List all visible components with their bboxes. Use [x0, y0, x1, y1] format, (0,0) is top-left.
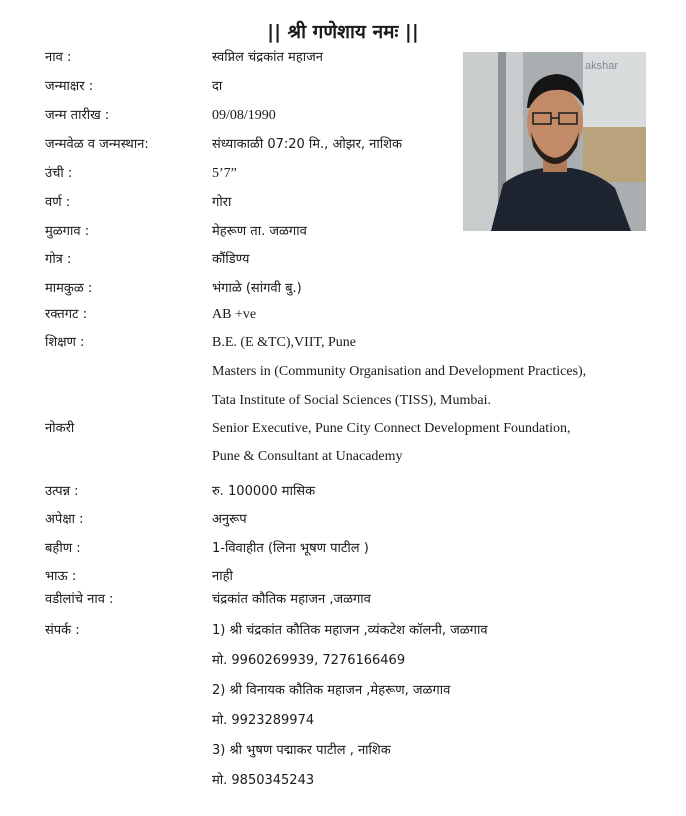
contact-line: 3) श्री भुषण पद्माकर पाटील , नाशिक	[212, 743, 391, 758]
photo-background-text: akshar	[585, 60, 619, 72]
label-blood-group: रक्तगट :	[45, 307, 88, 322]
label-height: उंची :	[45, 166, 73, 181]
value-janmakshar: दा	[212, 79, 223, 94]
label-job: नोकरी	[45, 421, 75, 436]
profile-photo	[463, 52, 646, 231]
contact-line: 2) श्री विनायक कौतिक महाजन ,मेहरूण, जळगाव	[212, 683, 451, 698]
value-education-line: Masters in (Community Organisation and Development Practices),	[212, 364, 587, 379]
label-native-place: मुळगाव :	[45, 224, 90, 239]
label-contact: संपर्क :	[45, 623, 80, 638]
contact-phone: मो. 9923289974	[212, 713, 315, 728]
value-expectation: अनुरूप	[212, 512, 247, 527]
contact-phone: मो. 9850345243	[212, 773, 315, 788]
value-birth-time-place: संध्याकाळी 07:20 मि., ओझर, नाशिक	[212, 137, 402, 152]
label-income: उत्पन्न :	[45, 484, 79, 499]
value-complexion: गोरा	[212, 195, 232, 210]
label-janmakshar: जन्माक्षर :	[45, 79, 94, 94]
contact-line: 1) श्री चंद्रकांत कौतिक महाजन ,व्यंकटेश कॉलनी, जळगाव	[212, 623, 488, 638]
value-job-line: Senior Executive, Pune City Connect Development Foundation,	[212, 421, 571, 436]
value-gotra: कौंडिण्य	[212, 252, 250, 267]
person-photo-image	[463, 52, 646, 231]
label-education: शिक्षण :	[45, 335, 85, 350]
label-birth-time-place: जन्मवेळ व जन्मस्थान:	[45, 137, 149, 152]
value-birth-date: 09/08/1990	[212, 108, 276, 123]
contact-phone: मो. 9960269939, 7276166469	[212, 653, 406, 668]
value-brother: नाही	[212, 569, 233, 584]
value-job-line: Pune & Consultant at Unacademy	[212, 449, 403, 464]
label-birth-date: जन्म तारीख :	[45, 108, 110, 123]
label-expectation: अपेक्षा :	[45, 512, 84, 527]
value-native-place: मेहरूण ता. जळगाव	[212, 224, 307, 239]
value-education-line: Tata Institute of Social Sciences (TISS), Mumbai.	[212, 393, 491, 408]
value-income: रु. 100000 मासिक	[212, 484, 316, 499]
label-gotra: गोत्र :	[45, 252, 72, 267]
value-education-line: B.E. (E &TC),VIIT, Pune	[212, 335, 356, 350]
value-mamkul: भंगाळे (सांगवी बु.)	[212, 281, 302, 296]
label-sister: बहीण :	[45, 541, 81, 556]
value-sister: 1-विवाहीत (लिना भूषण पाटील )	[212, 541, 369, 556]
label-father-name: वडीलांचे नाव :	[45, 592, 114, 607]
label-complexion: वर्ण :	[45, 195, 71, 210]
label-mamkul: मामकुळ :	[45, 281, 93, 296]
value-father-name: चंद्रकांत कौतिक महाजन ,जळगाव	[212, 592, 371, 607]
page-title: || श्री गणेशाय नमः ||	[267, 21, 419, 43]
label-name: नाव :	[45, 50, 72, 65]
value-blood-group: AB +ve	[212, 307, 257, 322]
value-name: स्वप्निल चंद्रकांत महाजन	[212, 50, 323, 65]
value-height: 5’7”	[212, 166, 237, 181]
label-brother: भाऊ :	[45, 569, 77, 584]
